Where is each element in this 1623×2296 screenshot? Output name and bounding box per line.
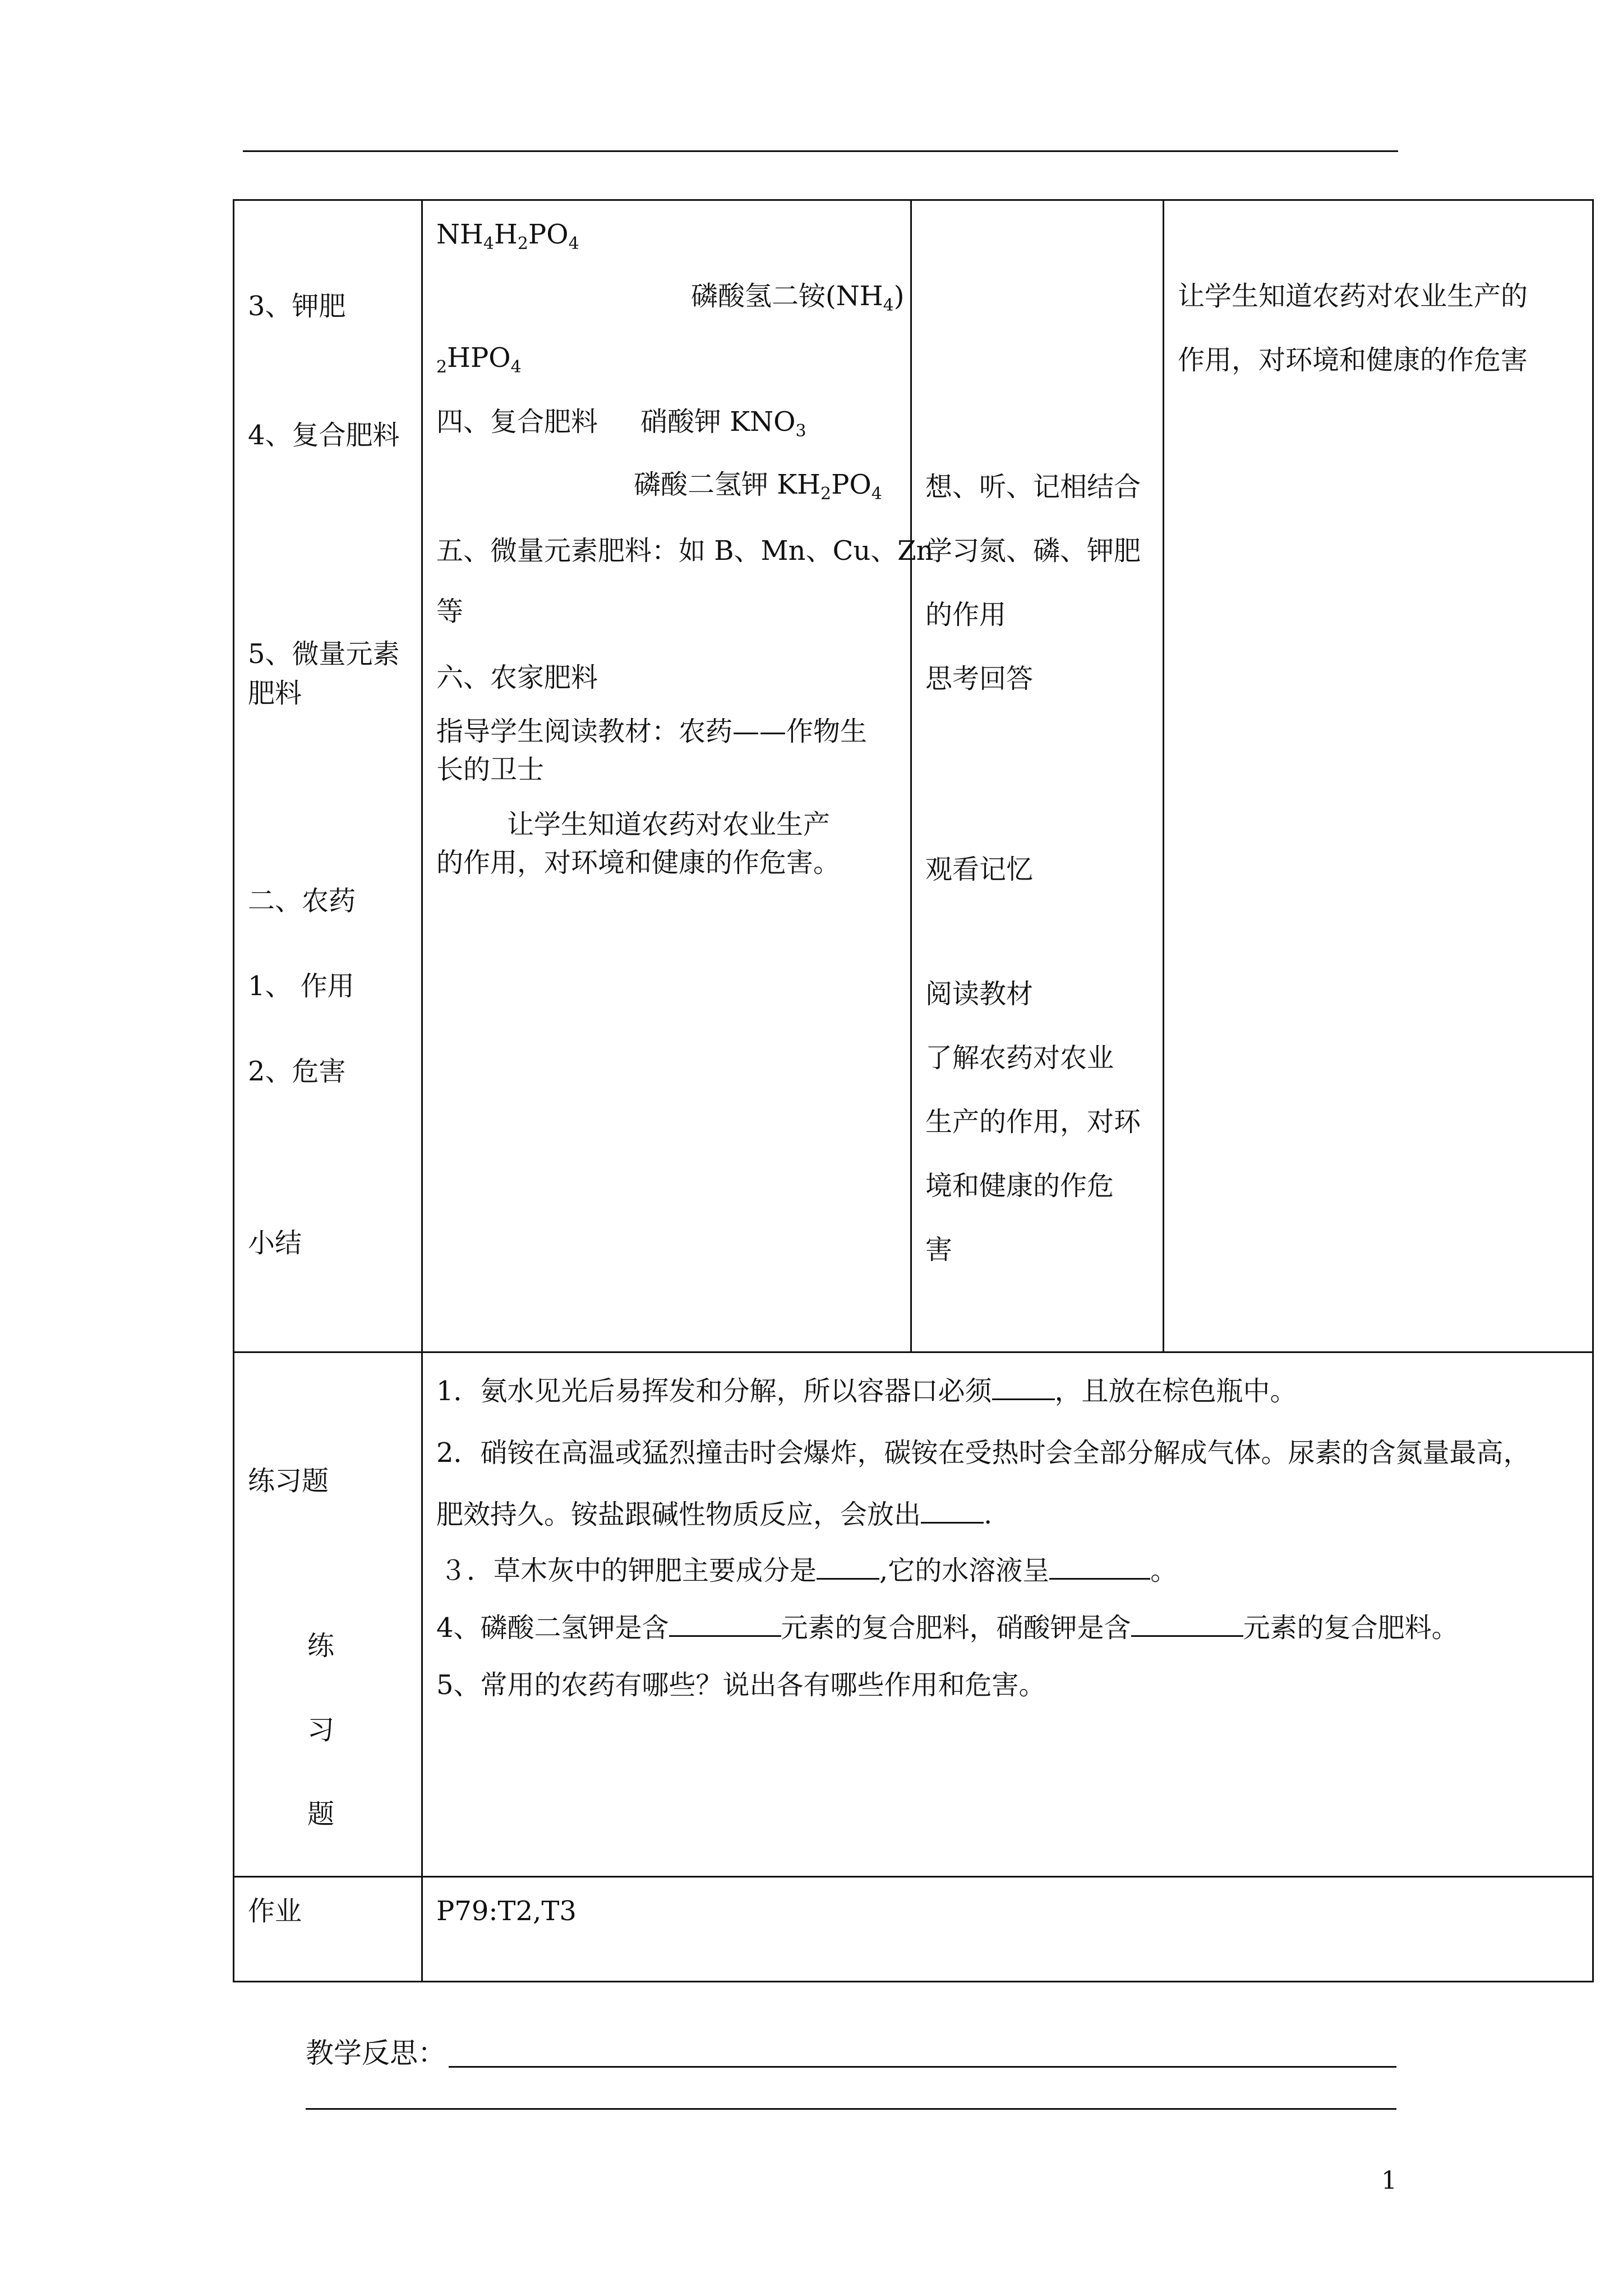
question-5: 5、常用的农药有哪些？说出各有哪些作用和危害。 bbox=[436, 1669, 1046, 1701]
farm-manure: 六、农家肥料 bbox=[436, 662, 598, 693]
question-2: 2．硝铵在高温或猛烈撞击时会爆炸，碳铵在受热时会全部分解成气体。尿素的含氮量最高， bbox=[436, 1437, 1530, 1469]
activity-9: 境和健康的作危 bbox=[925, 1170, 1114, 1202]
activity-2: 学习氮、磷、钾肥 bbox=[925, 535, 1141, 567]
topic-summary: 小结 bbox=[248, 1227, 302, 1259]
topic-effect: 1、 作用 bbox=[248, 970, 354, 1002]
intent-cell bbox=[1164, 200, 1593, 1352]
exercise-row bbox=[234, 1352, 1593, 1877]
intent-2: 作用，对环境和健康的作危害 bbox=[1178, 344, 1528, 376]
homework-value: P79:T2,T3 bbox=[436, 1895, 577, 1927]
reading-guide: 指导学生阅读教材：农药——作物生 bbox=[436, 716, 868, 747]
activity-5: 观看记忆 bbox=[925, 854, 1034, 885]
question-2-cont: 肥效持久。铵盐跟碱性物质反应，会放出 . bbox=[436, 1499, 993, 1530]
exercise-vertical-1: 练 bbox=[307, 1630, 335, 1662]
reflection-line-1 bbox=[449, 2066, 1396, 2068]
exercise-label: 练习题 bbox=[248, 1465, 329, 1497]
activity-1: 想、听、记相结合 bbox=[925, 471, 1141, 503]
activity-10: 害 bbox=[925, 1234, 953, 1266]
topic-cell bbox=[234, 200, 422, 1352]
topic-potash: 3、钾肥 bbox=[248, 291, 346, 322]
exercise-content-cell bbox=[422, 1352, 1593, 1877]
exercise-vertical-3: 题 bbox=[307, 1798, 335, 1830]
diammonium-phosphate: 磷酸氢二铵$(NH_4)$ bbox=[691, 280, 905, 315]
topic-compound: 4、复合肥料 bbox=[248, 420, 400, 451]
formula-hpo4: $_2HPO_4$ bbox=[436, 342, 522, 377]
topic-micro-2: 肥料 bbox=[248, 678, 302, 709]
intent-1: 让学生知道农药对农业生产的 bbox=[1178, 280, 1528, 312]
micro-fertilizer-2: 等 bbox=[436, 596, 464, 627]
homework-row bbox=[234, 1877, 1593, 1982]
header-rule bbox=[243, 150, 1398, 152]
activity-7: 了解农药对农业 bbox=[925, 1042, 1114, 1074]
exercise-vertical-2: 习 bbox=[307, 1714, 335, 1746]
homework-label-cell bbox=[234, 1877, 422, 1982]
activity-4: 思考回答 bbox=[925, 663, 1034, 694]
topic-harm: 2、危害 bbox=[248, 1056, 346, 1087]
question-3: ３．草木灰中的钾肥主要成分是 ,它的水溶液呈 。 bbox=[440, 1555, 1178, 1586]
homework-label: 作业 bbox=[248, 1895, 302, 1927]
compound-fertilizer: 四、复合肥料 硝酸钾 $KNO_3$ bbox=[436, 406, 806, 441]
reflection-label: 教学反思： bbox=[306, 2037, 446, 2069]
content-cell bbox=[422, 200, 934, 1352]
question-4: 4、磷酸二氢钾是含 元素的复合肥料，硝酸钾是含 元素的复合肥料。 bbox=[436, 1612, 1459, 1644]
activity-8: 生产的作用，对环 bbox=[925, 1106, 1141, 1138]
activity-cell bbox=[911, 200, 1164, 1352]
lesson-table bbox=[233, 199, 1594, 1982]
reflection-line-2 bbox=[306, 2108, 1396, 2110]
page-number: 1 bbox=[1381, 2166, 1397, 2195]
question-1: 1．氨水见光后易挥发和分解，所以容器口必须 ，且放在棕色瓶中。 bbox=[436, 1375, 1297, 1407]
micro-fertilizer: 五、微量元素肥料：如 B、Mn、Cu、Zn bbox=[436, 535, 934, 567]
topic-pesticide: 二、农药 bbox=[248, 885, 356, 917]
topic-micro: 5、微量元素 bbox=[248, 638, 400, 670]
formula-nh4h2po4: $NH_4H_2PO_4$ bbox=[436, 219, 579, 254]
activity-6: 阅读教材 bbox=[925, 978, 1034, 1010]
exercise-label-cell bbox=[234, 1352, 422, 1877]
goal-text-2: 的作用，对环境和健康的作危害。 bbox=[436, 847, 841, 878]
goal-text: 让学生知道农药对农业生产 bbox=[507, 809, 831, 840]
activity-3: 的作用 bbox=[925, 599, 1007, 631]
reading-guide-2: 长的卫士 bbox=[436, 754, 545, 785]
potassium-dihydrogen-phosphate: 磷酸二氢钾 $KH_2PO_4$ bbox=[634, 469, 882, 504]
content-row bbox=[234, 200, 1593, 1352]
homework-value-cell bbox=[422, 1877, 1593, 1982]
